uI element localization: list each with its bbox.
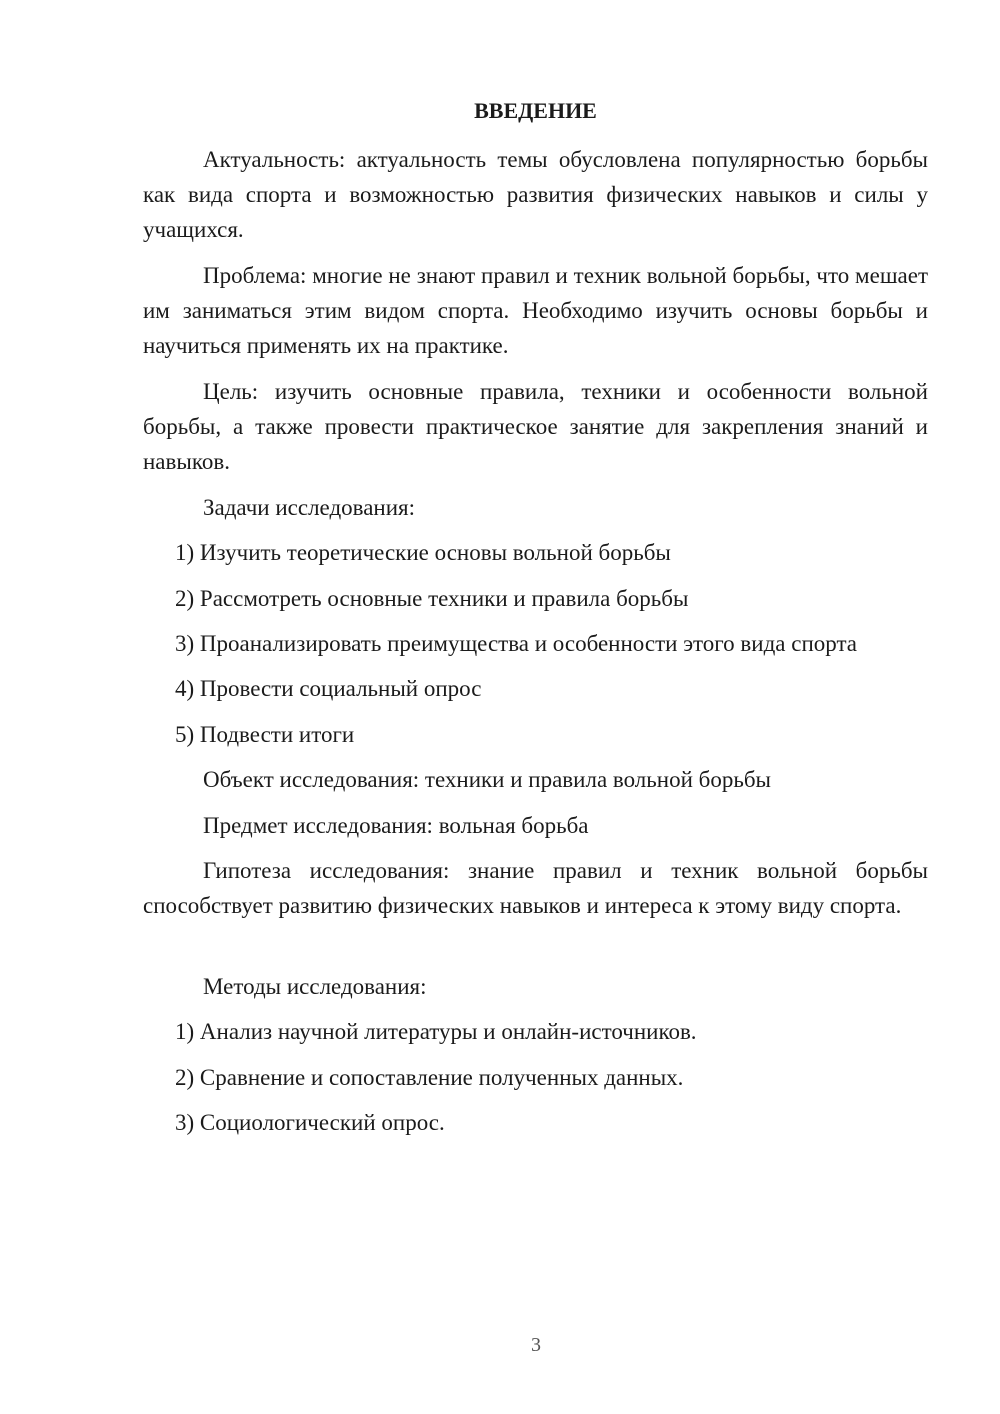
- goal-paragraph: Цель: изучить основные правила, техники и особенности вольной борьбы, а также провести практическое занятие для закрепления знаний и навыков.: [143, 379, 928, 474]
- relevance-paragraph: Актуальность: актуальность темы обусловлена популярностью борьбы как вида спорта и возможностью развития физических навыков и силы у учащихся.: [143, 147, 928, 242]
- tasks-label: Задачи исследования:: [203, 495, 416, 520]
- hypothesis-paragraph: Гипотеза исследования: знание правил и техник вольной борьбы способствует развитию физических навыков и интереса к этому виду спорта.: [143, 858, 928, 918]
- task-item: 2) Рассмотреть основные техники и правила борьбы: [175, 586, 689, 611]
- object-line: Объект исследования: техники и правила вольной борьбы: [203, 767, 771, 792]
- task-item: 4) Провести социальный опрос: [175, 676, 482, 701]
- task-item: 3) Проанализировать преимущества и особенности этого вида спорта: [175, 631, 858, 656]
- method-item: 2) Сравнение и сопоставление полученных данных.: [175, 1065, 684, 1090]
- methods-label: Методы исследования:: [203, 974, 427, 999]
- task-item: 1) Изучить теоретические основы вольной борьбы: [175, 540, 671, 565]
- method-item: 3) Социологический опрос.: [175, 1110, 445, 1135]
- problem-paragraph: Проблема: многие не знают правил и техник вольной борьбы, что мешает им заниматься этим видом спорта. Необходимо изучить основы борьбы и научиться применять их на практике.: [143, 263, 928, 358]
- subject-line: Предмет исследования: вольная борьба: [203, 813, 589, 838]
- section-heading: ВВЕДЕНИЕ: [474, 98, 597, 123]
- method-item: 1) Анализ научной литературы и онлайн-источников.: [175, 1019, 697, 1044]
- page-number: 3: [531, 1334, 541, 1356]
- task-item: 5) Подвести итоги: [175, 722, 355, 747]
